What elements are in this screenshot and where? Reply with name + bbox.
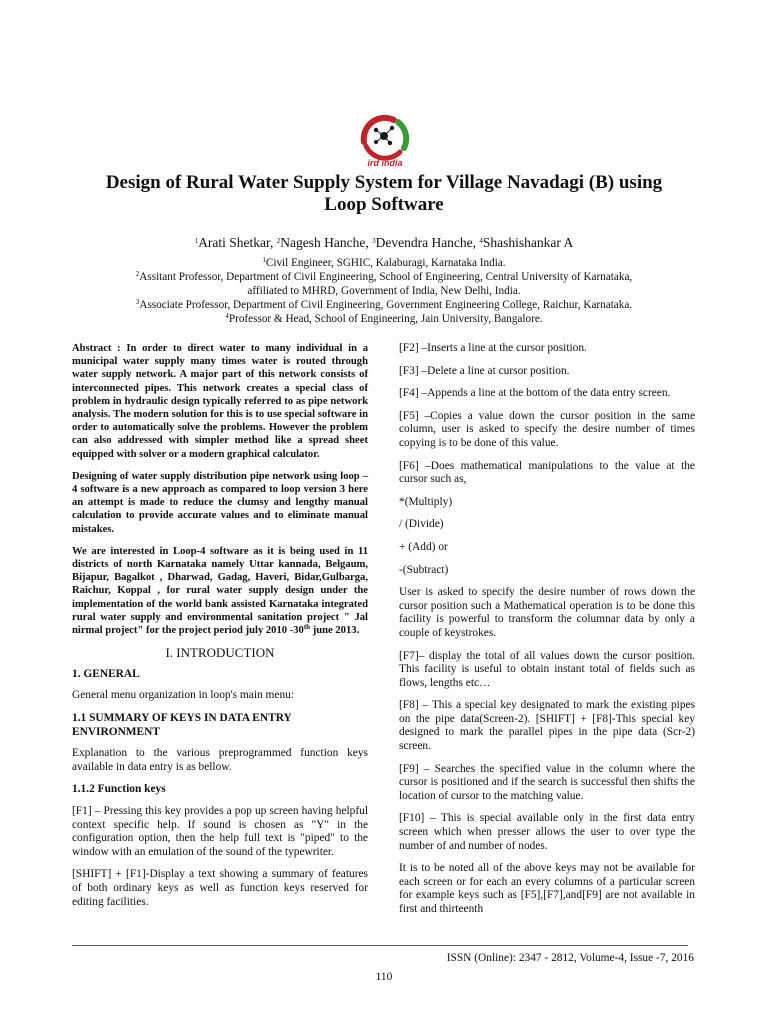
- affiliation-sup: 1: [262, 256, 266, 264]
- page-number: 110: [375, 971, 393, 983]
- left-column: [72, 342, 368, 918]
- author-name: Shashishankar A: [482, 235, 574, 250]
- affiliation-text: affiliated to MHRD, Government of India, New Delhi, India.: [247, 285, 521, 297]
- paragraph-f5: [F5] –Copies a value down the cursor position in the same column, user is asked to specify the desire number of times copying is to be done of this value.: [399, 409, 695, 449]
- abstract-sup: th: [303, 623, 311, 632]
- affiliations: [60, 256, 708, 326]
- paragraph-f6: [F6] –Does mathematical manipulations to the value at the cursor such as,: [399, 459, 695, 486]
- author-list: [60, 235, 708, 251]
- title-line-1: Design of Rural Water Supply System for Village Navadagi (B) using: [105, 172, 663, 193]
- abstract-paragraph: [72, 545, 368, 637]
- operator-divide: / (Divide): [399, 518, 444, 531]
- author-sup: 3: [372, 237, 376, 245]
- paragraph-f4: [F4] –Appends a line at the bottom of the data entry screen.: [399, 387, 671, 400]
- author-name: Devendra Hanche,: [375, 235, 480, 250]
- abstract-paragraph: Designing of water supply distribution pipe network using loop – 4 software is a new approach as compared to loop version 3 here an attempt is made to reduce the clumsy and lengthy manual calculation to provide accurate values and to eliminate manual mistakes.: [72, 470, 368, 535]
- footer-issn: ISSN (Online): 2347 - 2812, Volume-4, Issue -7, 2016: [446, 952, 694, 964]
- author-sup: 4: [479, 237, 483, 245]
- paragraph-f3: [F3] –Delete a line at cursor position.: [399, 364, 570, 377]
- author-sup: 2: [276, 237, 281, 245]
- paper-title: [60, 172, 708, 216]
- affiliation-sup: 2: [135, 270, 140, 278]
- affiliation-sup: 3: [135, 298, 140, 306]
- paragraph-f7: [F7]– display the total of all values down the cursor position. This facility is useful to obtain instant total of fields such as flows, lengths etc…: [399, 649, 695, 689]
- subsection-heading-general: 1. GENERAL: [72, 667, 140, 680]
- subsection-heading-summary: 1.1 SUMMARY OF KEYS IN DATA ENTRY ENVIRONMENT: [72, 712, 292, 738]
- paragraph-f8: [F8] – This a special key designated to mark the existing pipes on the pipe data(Screen-2). [SHIFT] + [F8]-This special key designed to mark the parallel pipes in the pipe data (Scr-2) screen.: [399, 699, 695, 753]
- paragraph-f1: [F1] – Pressing this key provides a pop up screen having helpful context specific help. If sound is chosen as "Y" in the configuration option, then the help full text is "piped" to the window with an emulation of the sound of the typewriter.: [72, 805, 368, 858]
- paragraph-f2: [F2] –Inserts a line at the cursor position.: [399, 342, 587, 354]
- paragraph-rows: User is asked to specify the desire number of rows down the cursor position such a Mathematical operation is to be done this facility is powerful to transform the columnar data by only a couple of keystrokes.: [399, 586, 695, 639]
- affiliation-sup: 4: [225, 312, 229, 320]
- affiliation-line: [60, 312, 708, 326]
- paragraph-f10: [F10] – This is special available only in the first data entry screen which when presser allows the user to over type the number of and number of nodes.: [399, 812, 695, 852]
- affiliation-line: [60, 270, 708, 284]
- paragraph: Explanation to the various preprogrammed function keys available in data entry is as bellow.: [72, 747, 368, 773]
- abstract-text: We are interested in Loop-4 software as it is being used in 11 districts of north Karnataka namely Uttar kannada, Belgaum, Bijapur, Bagalkot , Dharwad, Gadag, Haveri, Bidar,Gulbarga, Raichur, Koppal , for rural water supply design under the implementation of the world bank assisted Karnataka integrated rural water supply and environmental sanitation project " Jal nirmal project" for the project period july 2010 -30: [72, 545, 368, 637]
- abstract-paragraph: Abstract : In order to direct water to many individual in a municipal water supply many times water is routed through water supply network. A major part of this network consists of interconnected pipes. This network creates a special class of problem in hydraulic design typically referred to as pipe network analysis. The modern solution for this is to use special software in order to automatically solve the problems. However the problem can also addressed with simpler method like a spread sheet equipped with solver or a modern graphical calculator.: [72, 343, 368, 460]
- operator-subtract: -(Subtract): [399, 563, 449, 576]
- operator-add: + (Add) or: [399, 540, 448, 553]
- paragraph-shift-f1: [SHIFT] + [F1]-Display a text showing a summary of features of both ordinary keys as well as function keys reserved for editing facilities.: [72, 868, 368, 908]
- affiliation-text: Civil Engineer, SGHIC, Kalaburagi, Karnataka India.: [265, 257, 506, 269]
- subsection-heading-function-keys: 1.1.2 Function keys: [72, 783, 166, 796]
- author-name: Arati Shetkar,: [198, 235, 277, 250]
- logo-text: ird india: [367, 158, 403, 168]
- operator-multiply: *(Multiply): [399, 495, 453, 508]
- paragraph-note: It is to be noted all of the above keys may not be available for each screen or for each an every columns of a particular screen for example keys such as [F5],[F7],and[F9] are not available in first and thirteenth: [399, 862, 695, 915]
- author-sup: 1: [194, 237, 199, 245]
- affiliation-line: [60, 284, 708, 298]
- affiliation-line: [60, 298, 708, 312]
- paragraph: General menu organization in loop's main menu:: [72, 689, 295, 702]
- section-heading-introduction: I. INTRODUCTION: [165, 645, 275, 661]
- affiliation-line: [60, 256, 708, 270]
- footer-divider: [72, 945, 688, 946]
- author-name: Nagesh Hanche,: [280, 235, 373, 250]
- affiliation-text: Associate Professor, Department of Civil Engineering, Government Engineering College, Raichur, Karnataka.: [139, 299, 633, 311]
- affiliation-text: Professor & Head, School of Engineering, Jain University, Bangalore.: [228, 313, 543, 325]
- affiliation-text: Assitant Professor, Department of Civil Engineering, School of Engineering, Central University of Karnataka,: [139, 271, 633, 283]
- paragraph-f9: [F9] – Searches the specified value in the column where the cursor is positioned and if the search is successful then shifts the location of cursor to the matching value.: [399, 762, 695, 802]
- title-line-2: Loop Software: [324, 194, 444, 215]
- abstract-text: june 2013.: [310, 625, 360, 637]
- right-column: [399, 342, 695, 926]
